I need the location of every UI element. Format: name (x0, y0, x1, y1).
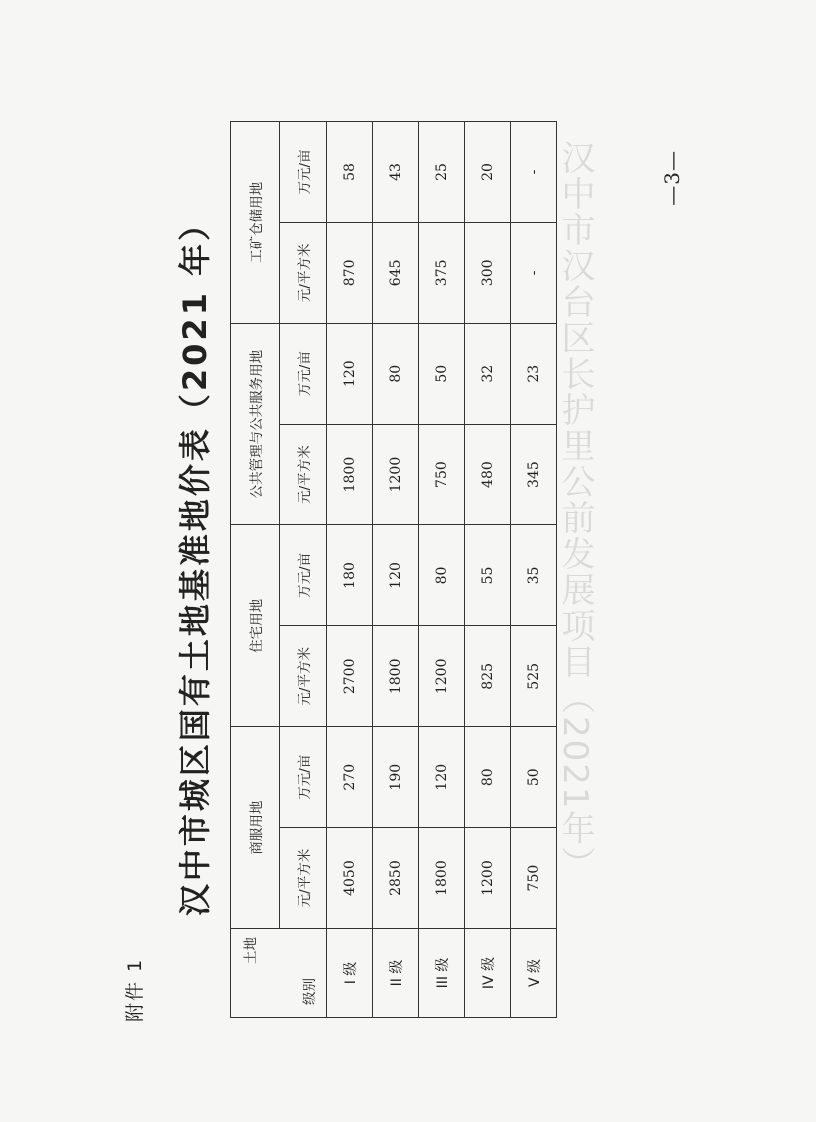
value-cell: 190 (373, 727, 419, 828)
value-cell: 32 (465, 323, 511, 424)
value-cell: 4050 (327, 828, 373, 929)
value-cell: 23 (511, 323, 557, 424)
value-cell: 1800 (419, 828, 465, 929)
grade-cell: I 级 (327, 929, 373, 1018)
unit-yuan-per-sqm: 元/平方米 (280, 424, 327, 525)
table-row (419, 122, 465, 1018)
table-row (511, 122, 557, 1018)
category-residential: 住宅用地 (231, 525, 280, 727)
unit-yuan-per-sqm: 元/平方米 (280, 828, 327, 929)
value-cell: - (511, 222, 557, 323)
value-cell: 2700 (327, 626, 373, 727)
grade-cell: IV 级 (465, 929, 511, 1018)
value-cell: 870 (327, 222, 373, 323)
value-cell: 25 (419, 122, 465, 223)
value-cell: 2850 (373, 828, 419, 929)
value-cell: 50 (511, 727, 557, 828)
value-cell: 50 (419, 323, 465, 424)
unit-wan-per-mu: 万元/亩 (280, 727, 327, 828)
document-title: 汉中市城区国有土地基准地价表（2021 年） (176, 205, 214, 917)
value-cell: 1800 (327, 424, 373, 525)
value-cell: 480 (465, 424, 511, 525)
table-row (327, 122, 373, 1018)
table-row (373, 122, 419, 1018)
value-cell: 80 (419, 525, 465, 626)
grade-cell: III 级 (419, 929, 465, 1018)
page-number: —3— (660, 150, 684, 206)
header-row-units (280, 122, 327, 1018)
grade-cell: V 级 (511, 929, 557, 1018)
value-cell: 1200 (465, 828, 511, 929)
corner-label-land: 土地 (243, 937, 259, 964)
value-cell: 375 (419, 222, 465, 323)
attachment-label: 附件 1 (124, 957, 146, 1022)
unit-wan-per-mu: 万元/亩 (280, 525, 327, 626)
land-price-table (230, 121, 557, 1018)
value-cell: 58 (327, 122, 373, 223)
value-cell: 55 (465, 525, 511, 626)
value-cell: 525 (511, 626, 557, 727)
value-cell: 120 (419, 727, 465, 828)
value-cell: 750 (511, 828, 557, 929)
value-cell: 270 (327, 727, 373, 828)
category-industrial-storage: 工矿仓储用地 (231, 122, 280, 324)
value-cell: 80 (373, 323, 419, 424)
value-cell: 750 (419, 424, 465, 525)
value-cell: 20 (465, 122, 511, 223)
value-cell: 43 (373, 122, 419, 223)
value-cell: 825 (465, 626, 511, 727)
category-public-service: 公共管理与公共服务用地 (231, 323, 280, 525)
value-cell: 345 (511, 424, 557, 525)
value-cell: 645 (373, 222, 419, 323)
value-cell: - (511, 122, 557, 223)
value-cell: 300 (465, 222, 511, 323)
table-row (465, 122, 511, 1018)
header-row-categories (231, 122, 280, 1018)
unit-yuan-per-sqm: 元/平方米 (280, 626, 327, 727)
header-corner-cell (231, 929, 327, 1018)
value-cell: 80 (465, 727, 511, 828)
grade-cell: II 级 (373, 929, 419, 1018)
value-cell: 120 (373, 525, 419, 626)
unit-yuan-per-sqm: 元/平方米 (280, 222, 327, 323)
value-cell: 1800 (373, 626, 419, 727)
unit-wan-per-mu: 万元/亩 (280, 122, 327, 223)
value-cell: 180 (327, 525, 373, 626)
value-cell: 1200 (419, 626, 465, 727)
unit-wan-per-mu: 万元/亩 (280, 323, 327, 424)
bleed-through-text: 汉中市汉台区长护里公前发展项目（2021年） (555, 140, 595, 883)
value-cell: 120 (327, 323, 373, 424)
category-commercial: 商服用地 (231, 727, 280, 929)
corner-label-grade: 级别 (302, 978, 318, 1005)
value-cell: 35 (511, 525, 557, 626)
value-cell: 1200 (373, 424, 419, 525)
